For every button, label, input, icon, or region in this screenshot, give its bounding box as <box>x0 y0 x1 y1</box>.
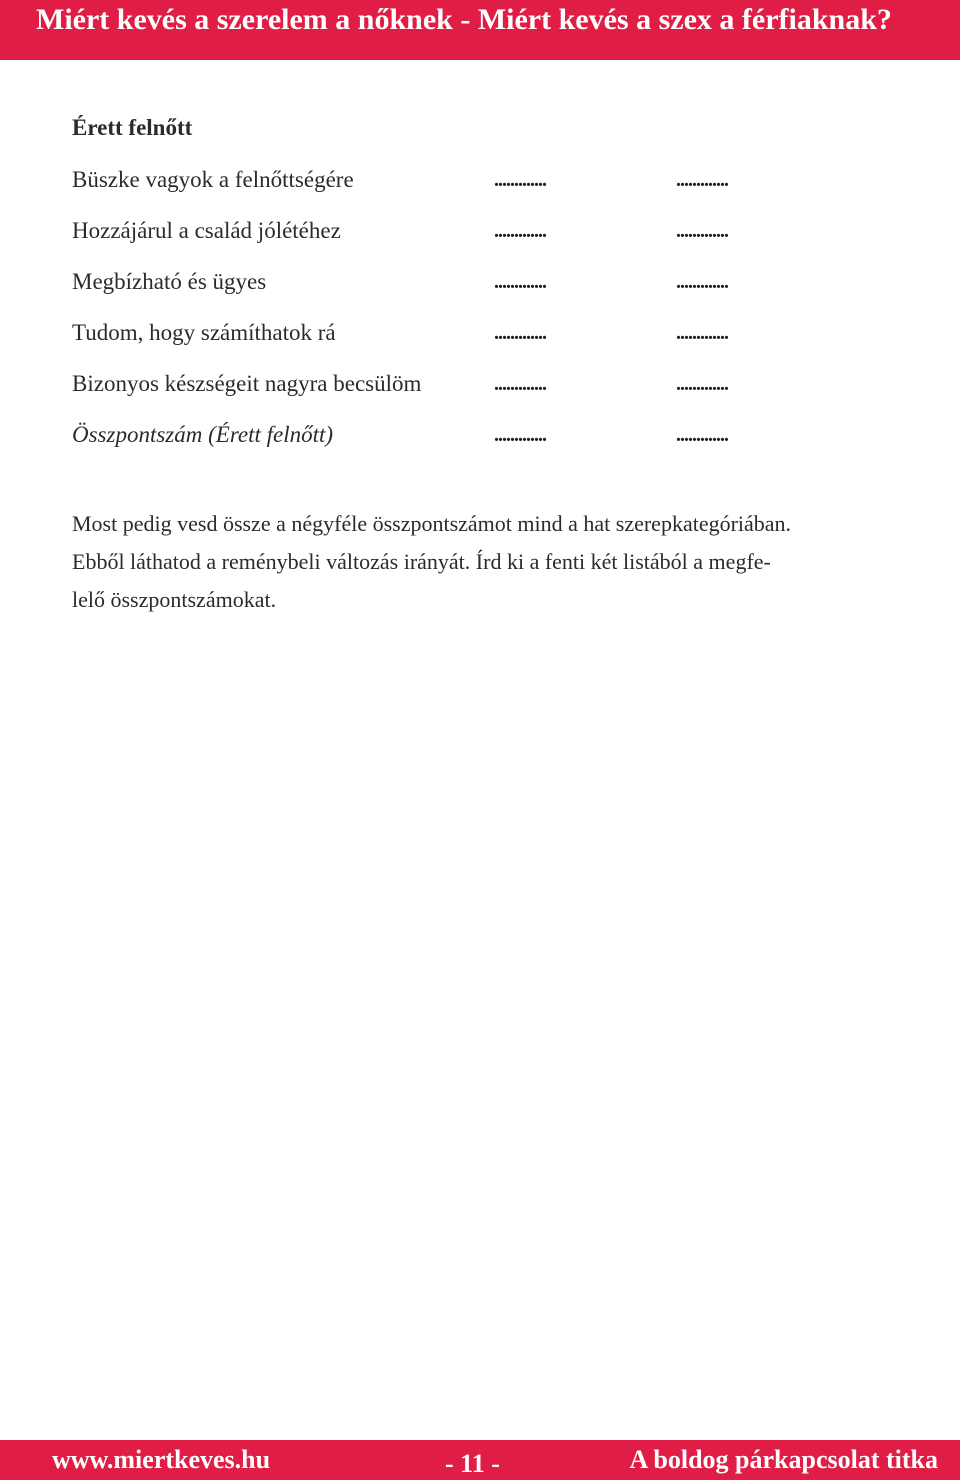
score-blank-1: ............. <box>494 220 546 242</box>
score-row <box>72 216 772 246</box>
paragraph-line: Most pedig vesd össze a négyféle összpontszámot mind a hat szerepkategóriában. <box>72 511 792 536</box>
score-row <box>72 369 772 399</box>
total-label: Összpontszám (Érett felnőtt) <box>72 422 334 447</box>
page-header-title: Miért kevés a szerelem a nőknek - Miért kevés a szex a férfiaknak? <box>36 3 892 36</box>
row-label: Tudom, hogy számíthatok rá <box>72 320 336 345</box>
paragraph-line: lelő összpontszámokat. <box>72 587 277 612</box>
score-blank-1: ............. <box>494 322 546 344</box>
row-label: Bizonyos készségeit nagyra becsülöm <box>72 371 422 396</box>
paragraph-line: Ebből láthatod a reménybeli változás irányát. Írd ki a fenti két listából a megfe- <box>72 549 771 574</box>
score-blank-1: ............. <box>494 373 546 395</box>
score-row <box>72 267 772 297</box>
score-blank-2: ............. <box>676 424 728 446</box>
row-label: Megbízható és ügyes <box>72 269 267 294</box>
score-row <box>72 165 772 195</box>
row-label: Büszke vagyok a felnőttségére <box>72 167 354 192</box>
score-blank-2: ............. <box>676 271 728 293</box>
score-blank-1: ............. <box>494 424 546 446</box>
score-blank-2: ............. <box>676 220 728 242</box>
page-number: - 11 - <box>445 1449 500 1478</box>
row-label: Hozzájárul a család jólétéhez <box>72 218 341 243</box>
score-blank-1: ............. <box>494 169 546 191</box>
footer-website: www.miertkeves.hu <box>52 1445 271 1474</box>
total-score-row <box>72 420 772 450</box>
instruction-paragraph <box>72 505 892 619</box>
score-blank-2: ............. <box>676 169 728 191</box>
section-title: Érett felnőtt <box>72 115 193 140</box>
footer-book-title: A boldog párkapcsolat titka <box>629 1445 938 1474</box>
score-blank-2: ............. <box>676 322 728 344</box>
score-blank-2: ............. <box>676 373 728 395</box>
score-row <box>72 318 772 348</box>
score-blank-1: ............. <box>494 271 546 293</box>
